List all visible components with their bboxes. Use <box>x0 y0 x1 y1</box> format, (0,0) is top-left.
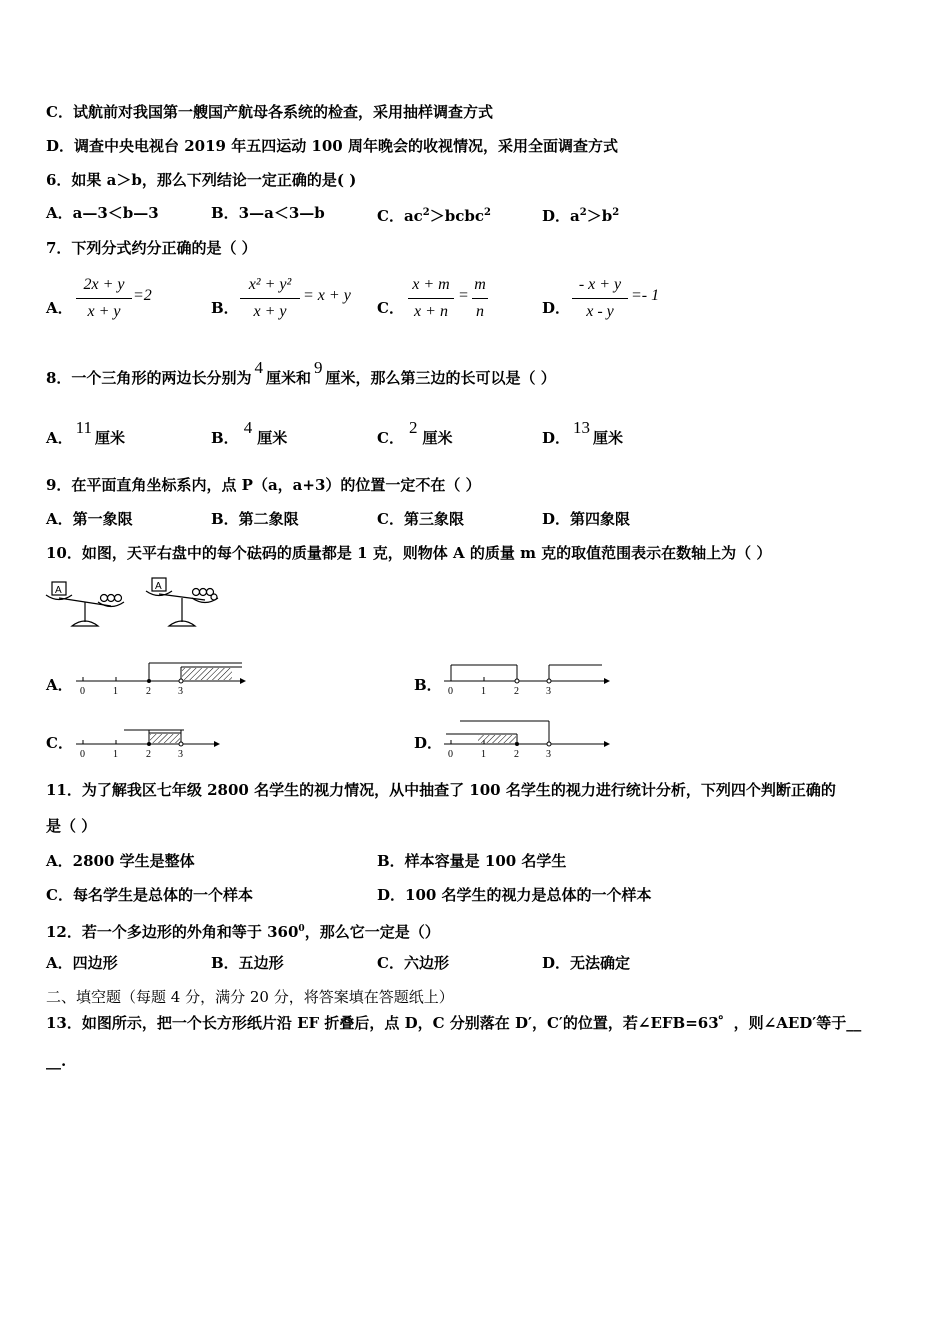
svg-text:2: 2 <box>146 749 151 758</box>
scale1-object-label: A <box>55 585 62 596</box>
q7-option-d-fraction: - x + y x - y <box>572 274 628 323</box>
svg-text:0: 0 <box>80 686 85 697</box>
q11-stem-line2: 是（ ） <box>46 817 97 835</box>
q9-option-c: C．第三象限 <box>377 510 464 528</box>
svg-text:1: 1 <box>481 686 486 697</box>
q7-option-b-fraction: x² + y² x + y <box>240 274 300 323</box>
q7-option-d-result: =- 1 <box>631 287 660 304</box>
svg-text:3: 3 <box>178 749 183 758</box>
q10-option-c-label: C． <box>46 734 73 752</box>
svg-text:1: 1 <box>481 749 486 758</box>
q8-option-b: B．4厘米 <box>211 418 288 447</box>
q10-option-a-label: A． <box>46 676 73 694</box>
q12-option-d: D．无法确定 <box>542 954 631 972</box>
q6-option-b: B．3—a＜3—b <box>211 204 325 222</box>
q6-stem: 6．如果 a＞b，那么下列结论一定正确的是( ) <box>46 171 357 189</box>
q12-option-c: C．六边形 <box>377 954 449 972</box>
scale2-object-label: A <box>155 581 162 592</box>
q10-option-d-label: D． <box>414 734 443 752</box>
q11-option-d: D．100 名学生的视力是总体的一个样本 <box>377 886 652 904</box>
q7-option-c-label: C． <box>377 299 404 317</box>
balance-scales-figure <box>44 576 224 632</box>
q9-stem: 9．在平面直角坐标系内，点 P（a，a+3）的位置一定不在（ ） <box>46 476 481 494</box>
q8-stem: 8．一个三角形的两边长分别为4厘米和9厘米，那么第三边的长可以是（ ） <box>46 358 556 387</box>
q9-option-b: B．第二象限 <box>211 510 299 528</box>
svg-text:2: 2 <box>514 686 519 697</box>
q12-stem: 12．若一个多边形的外角和等于 $360^0$，那么它一定是（） <box>46 923 440 941</box>
q6-option-a: A．a—3＜b—3 <box>46 204 159 222</box>
q13-line2: __. <box>46 1052 67 1070</box>
q7-option-a-result: =2 <box>133 287 152 304</box>
q7-option-c-fraction: x + m x + n <box>408 274 454 323</box>
svg-text:0: 0 <box>448 749 453 758</box>
svg-text:2: 2 <box>514 749 519 758</box>
q7-option-c-result-fraction: m n <box>472 274 488 323</box>
q8-option-a: A．11厘米 <box>46 418 126 447</box>
q7-option-a-label: A． <box>46 299 73 317</box>
number-line-c <box>72 716 232 758</box>
svg-text:3: 3 <box>546 749 551 758</box>
q8-option-d: D．13厘米 <box>542 418 624 447</box>
q10-stem: 10．如图，天平右盘中的每个砝码的质量都是 1 克，则物体 A 的质量 m 克的取值范围表示在数轴上为（ ） <box>46 544 772 562</box>
q13-line1: 13．如图所示，把一个长方形纸片沿 EF 折叠后，点 D，C 分别落在 D′，C′的位置，若∠EFB=63゜，则∠AED′等于__ <box>46 1014 862 1032</box>
q7-option-b-label: B． <box>211 299 239 317</box>
q12-option-b: B．五边形 <box>211 954 284 972</box>
q6-option-d: D．$a^2>b^2$ <box>542 207 620 225</box>
svg-text:2: 2 <box>146 686 151 697</box>
svg-text:3: 3 <box>546 686 551 697</box>
svg-text:3: 3 <box>178 686 183 697</box>
svg-text:1: 1 <box>113 749 118 758</box>
section-heading-fill-in: 二、填空题（每题 4 分，满分 20 分，将答案填在答题纸上） <box>46 988 454 1006</box>
q7-option-c-equals: = <box>458 287 469 304</box>
q7-stem: 7．下列分式约分正确的是（ ） <box>46 239 257 257</box>
q8-option-c: C．2厘米 <box>377 418 453 447</box>
number-line-b <box>440 656 620 698</box>
number-line-a <box>72 656 252 698</box>
svg-text:0: 0 <box>448 686 453 697</box>
q9-option-a: A．第一象限 <box>46 510 133 528</box>
q12-option-a: A．四边形 <box>46 954 118 972</box>
q11-option-a: A．2800 学生是整体 <box>46 852 195 870</box>
q11-stem-line1: 11．为了解我区七年级 2800 名学生的视力情况，从中抽查了 100 名学生的视力进行统计分析，下列四个判断正确的 <box>46 781 836 799</box>
q11-option-c: C．每名学生是总体的一个样本 <box>46 886 253 904</box>
q10-option-b-label: B． <box>414 676 442 694</box>
svg-text:0: 0 <box>80 749 85 758</box>
q7-option-d-label: D． <box>542 299 571 317</box>
q9-option-d: D．第四象限 <box>542 510 631 528</box>
number-line-d <box>440 716 620 758</box>
q7-option-a-fraction: 2x + y x + y <box>76 274 132 323</box>
q5-option-c: C．试航前对我国第一艘国产航母各系统的检查，采用抽样调查方式 <box>46 103 493 121</box>
q11-option-b: B．样本容量是 100 名学生 <box>377 852 567 870</box>
q7-option-b-result: = x + y <box>303 287 351 304</box>
q6-option-c: C．$ac^2>bcbc^2$ <box>377 207 491 225</box>
svg-text:1: 1 <box>113 686 118 697</box>
q5-option-d: D．调查中央电视台 2019 年五四运动 100 周年晚会的收视情况，采用全面调查方式 <box>46 137 618 155</box>
